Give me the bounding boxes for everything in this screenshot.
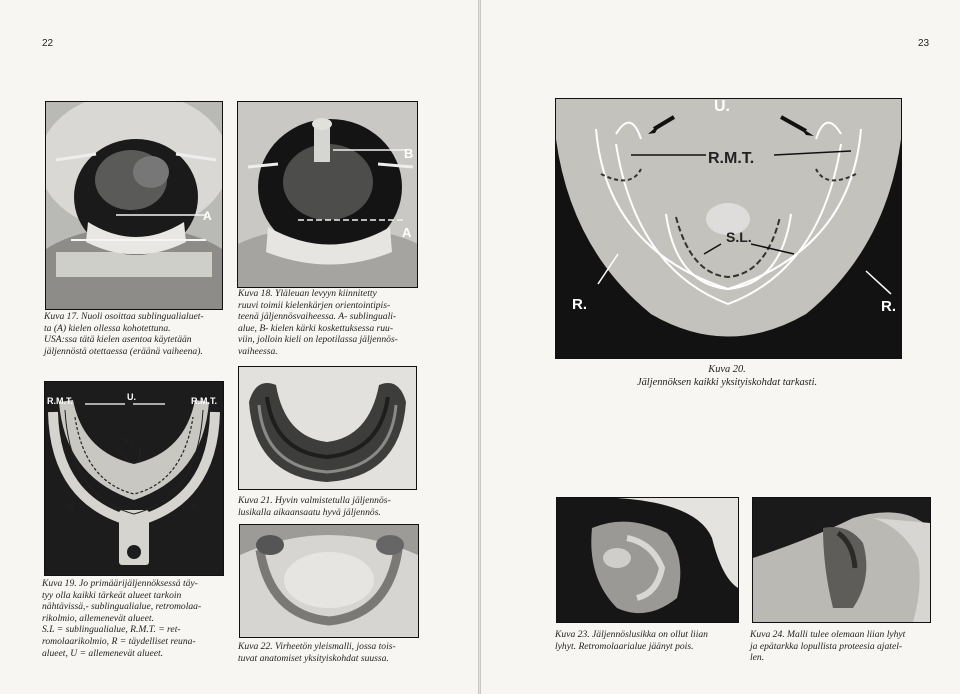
- caption-line: S.L = sublingualialue, R.M.T. = ret-: [42, 624, 181, 636]
- figure-20-label-r-right: R.: [881, 298, 896, 315]
- figure-23-photo: [556, 497, 739, 623]
- caption-line: nähtävissä,- sublingualialue, retromolaa-: [42, 601, 202, 613]
- figure-17-photo: [45, 101, 223, 310]
- caption-line: jäljennöstä otettaessa (eräänä vaiheena).: [44, 345, 203, 357]
- figure-22-photo: [239, 524, 419, 638]
- figure-18-photo: [237, 101, 418, 288]
- caption-line: alue, B- kielen kärki koskettuksessa ruu-: [238, 322, 394, 334]
- figure-24-caption: [750, 629, 905, 664]
- figure-20-photo: [555, 98, 902, 359]
- figure-19-label-sl: S.L.: [123, 437, 138, 446]
- page-number-right: 23: [918, 38, 930, 49]
- figure-19-label-rmt-left: R.M.T.: [47, 396, 73, 406]
- figure-24-photo: [752, 497, 931, 623]
- caption-line: ta (A) kielen ollessa kohotettuna.: [44, 322, 171, 334]
- figure-19-label-u: U.: [127, 392, 136, 402]
- caption-line: Kuva 20.: [708, 364, 746, 375]
- figure-19-caption: [42, 578, 201, 659]
- caption-line: alueet, U = allemenevät alueet.: [42, 647, 164, 659]
- caption-line: Kuva 21. Hyvin valmistetulla jäljennös-: [238, 495, 391, 506]
- caption-line: Kuva 24. Malli tulee olemaan liian lyhyt: [750, 629, 906, 640]
- caption-line: Kuva 22. Virheetön yleismalli, jossa tois-: [238, 641, 396, 652]
- caption-line: ruuvi toimii kielenkärjen orientointipis-: [238, 299, 391, 311]
- caption-line: rikolmio, allemenevät alueet.: [42, 612, 154, 624]
- caption-line: viin, jolloin kieli on lepotilassa jäljennös-: [238, 334, 398, 346]
- figure-20-label-u: U.: [714, 99, 730, 115]
- caption-line: romolaarikolmio, R = täydelliset reuna-: [42, 635, 196, 647]
- figure-17-label-a: A: [203, 209, 212, 223]
- caption-line: tuvat anatomiset yksityiskohdat suussa.: [238, 652, 389, 664]
- figure-21-caption: [238, 495, 391, 518]
- figure-20-label-sl: S.L.: [726, 229, 752, 245]
- figure-22-caption: [238, 641, 396, 664]
- caption-line: Kuva 19. Jo primäärijäljennöksessä täy-: [42, 578, 198, 589]
- caption-line: len.: [750, 652, 765, 664]
- figure-23-caption: [555, 629, 708, 652]
- figure-19-label-r-left: R.: [67, 502, 76, 512]
- caption-line: lusikalla aikaansaatu hyvä jäljennös.: [238, 506, 381, 518]
- figure-18-label-b: B: [404, 146, 414, 161]
- figure-19-label-rmt-right: R.M.T.: [191, 396, 217, 406]
- caption-line: vaiheessa.: [238, 345, 278, 357]
- figure-18-caption: [238, 288, 398, 358]
- caption-line: tyy olla kaikki tärkeät alueet tarkoin: [42, 589, 182, 601]
- figure-17-caption: [44, 311, 204, 357]
- caption-line: Jäljennöksen kaikki yksityiskohdat tarkasti.: [637, 376, 818, 388]
- figure-21-photo: [238, 366, 417, 490]
- caption-line: ja epätarkka lopullista proteesia ajatel-: [750, 640, 903, 652]
- figure-20-caption: [637, 364, 817, 389]
- page-number-left: 22: [42, 38, 54, 49]
- caption-line: lyhyt. Retromolaarialue jäänyt pois.: [555, 640, 694, 652]
- figure-20-label-rmt: R.M.T.: [708, 150, 755, 167]
- caption-line: Kuva 23. Jäljennöslusikka on ollut liian: [555, 629, 708, 640]
- figure-18-label-a: A: [402, 225, 412, 240]
- figure-20-label-r-left: R.: [572, 296, 587, 313]
- caption-line: teenä jäljennösvaiheessa. A- sublinguali-: [238, 311, 397, 323]
- figure-19-label-r-right: R.: [191, 502, 200, 512]
- caption-line: Kuva 17. Nuoli osoittaa sublingualialuet-: [44, 311, 204, 322]
- figure-19-photo: [44, 381, 224, 576]
- caption-line: USA:ssa tätä kielen asentoa käytetään: [44, 334, 192, 346]
- caption-line: Kuva 18. Yläleuan levyyn kiinnitetty: [238, 288, 377, 299]
